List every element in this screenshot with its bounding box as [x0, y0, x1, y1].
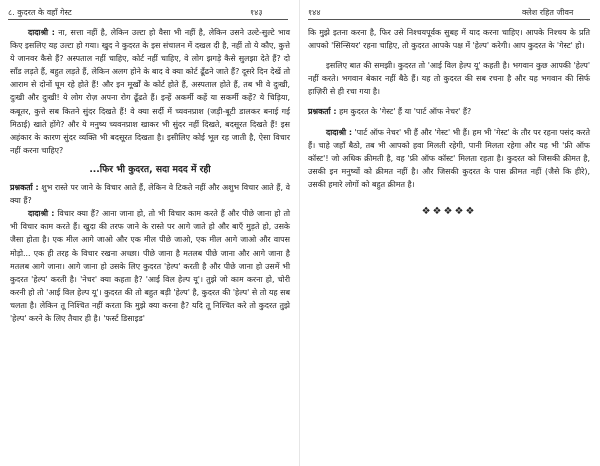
speaker-label: दादाश्री : — [326, 127, 353, 137]
paragraph-text: शुभ रास्ते पर जाने के विचार आते हैं, लेकिन वे टिकते नहीं और अशुभ विचार आते हैं, वे क्या हैं? — [10, 183, 291, 206]
speaker-label: दादाश्री : — [28, 28, 55, 37]
speaker-label: प्रश्नकर्ता : — [10, 183, 39, 193]
paragraph-text: 'पार्ट ऑफ नेचर' भी हैं और 'गेस्ट' भी हैं। हम भी 'गेस्ट' के तौर पर रहना पसंद करते हैं। चाहे जहाँ बैठो, तब भी आपको हवा मिलती रहेगी, पानी मिलता रहेगा और यह भी 'फ्री ऑफ कॉस्ट'! जो अधिक क्रीमती है, वह 'फ्री ऑफ कॉस्ट' मिलता रहता है। कुदरत को जिसकी क्रीमत है, उसकी इन मनुष्यों को क्रीमत नहीं है। और जिसकी कुदरत के पास क्रीमत नहीं (जैसे कि हीरे), उसकी हमारे लोगों को बहुत क्रीमत है। — [308, 127, 590, 189]
page-body — [10, 26, 290, 325]
running-header-title: ८. कुदरत के वहाँ गेस्ट — [8, 8, 72, 17]
header-rule — [8, 19, 288, 20]
header-rule — [308, 19, 590, 20]
paragraph: इसलिए बात की समझी। कुदरत तो 'आई विल हेल्प यू' कहती है। भगवान कुछ आपकी 'हेल्प' नहीं करते। भगवान बेकार नहीं बैठे हैं। यह तो कुदरत की सब रचना है और यह भगवान की सिर्फ हाज़िरी से ही रचा गया है। — [308, 61, 590, 97]
running-header-title: क्लेश रहित जीवन — [522, 8, 574, 17]
paragraph: कि मुझे इतना करना है, फिर उसे निश्चयपूर्वक सुबह में याद करना चाहिए। आपके निश्चय के प्रति आपको 'सिन्सियर' रहना चाहिए, तो कुदरत आपके पक्ष में 'हेल्प' करेगी। आप कुदरत के 'गेस्ट' हो। — [308, 28, 590, 51]
paragraph — [10, 26, 290, 157]
paragraph — [308, 105, 590, 118]
speaker-label: दादाश्री : — [28, 209, 55, 219]
paragraph-text: ना, सत्ता नहीं है, लेकिन उल्टा हो वैसा भी नहीं है, लेकिन उसने उल्टे-सुल्टे भाव किए इसलिए यह उल्टा हो गया। खुद ने कुदरत के इस संचालन में दखल दी है, नहीं तो ये कौए, कुत्ते ये जानवर कैसे हैं? अस्पताल नहीं चाहिए, कोर्ट नहीं चाहिए, वे लोग झगड़े कैसे सुलझा देते हैं? दो साँड लड़ते हैं, बहुत लड़ते हैं, लेकिन अलग होने के बाद वे क्या कोर्ट ढूँढने जाते हैं? दूसरे दिन देखें तो आराम से दोनों घूम रहे होते हैं! और इन मूर्खों के कोर्ट होते हैं, अस्पताल होते हैं, तब भी वे दुःखी, दुःखी और दुःखी! ये लोग रोज़ अपना रोग ढूँढते हैं। इन्हें अकर्मी कहें या सकर्मी कहें? ये चिड़िया, कबूतर, कुत्ते सब कितने सुंदर दिखते हैं! वे क्या सर्दी में च्यवनप्राश (जड़ी-बूटी डालकर बनाई गई मिठाई) खाते होंगे? और ये मनुष्य च्यवनप्राश खाकर भी सुंदर नहीं दिखते, बदसूरत दिखते हैं! इस अहंकार के कारण सुंदर व्यक्ति भी बदसूरत दिखता है। इसीलिए कोई भूल रह जाती है, ऐसा विचार नहीं करना चाहिए? — [10, 28, 290, 155]
paragraph — [10, 181, 290, 207]
speaker-label: प्रश्नकर्ता : — [308, 107, 337, 117]
right-page — [300, 0, 600, 466]
paragraph-text: हम कुदरत के 'गेस्ट' हैं या 'पार्ट ऑफ नेचर' हैं? — [336, 107, 472, 117]
page-number: १४४ — [308, 8, 321, 17]
paragraph — [10, 207, 290, 325]
page-number: १४३ — [250, 8, 263, 17]
paragraph-text: विचार क्या हैं? आना जाना हो, तो भी विचार काम करते हैं और पीछे जाना हो तो भी विचार काम करते हैं। खुदा की तरफ जाने के रास्ते पर आगे जाते हो और बाएँ मुड़ते हो, उसके जैसा होता है। एक मील आगे जाओ और एक मील पीछे जाओ, एक मील आगे जाओ और वापस मोड़ो... एक ही तरह के विचार रखना अच्छा। पीछे जाना है मतलब पीछे जाना और आगे जाना है मतलब आगे जाना। आगे जाना हो उसके लिए कुदरत 'हेल्प' करती है और पीछे जाना हो उसमें भी कुदरत 'हेल्प' करती है। 'नेचर' क्या कहता है? 'आई विल हेल्प यू'। तुझे जो काम करना हो, चोरी करनी हो तो 'आई विल हेल्प यू'। कुदरत की तो बहुत बड़ी 'हेल्प' है, कुदरत की 'हेल्प' से तो यह सब चलता है। लेकिन तू निश्चित नहीं करता कि मुझे क्या करना है? यदि तू निश्चित करे तो कुदरत तुझे 'हेल्प' करने के लिए तैयार ही है। 'फर्स्ट डिसाइड' — [10, 209, 290, 323]
page-body — [308, 26, 590, 218]
ornament-divider: ❖❖❖❖❖ — [421, 206, 477, 218]
paragraph — [308, 126, 590, 191]
section-heading: ...फिर भी कुदरत, सदा मदद में रही — [89, 163, 211, 175]
